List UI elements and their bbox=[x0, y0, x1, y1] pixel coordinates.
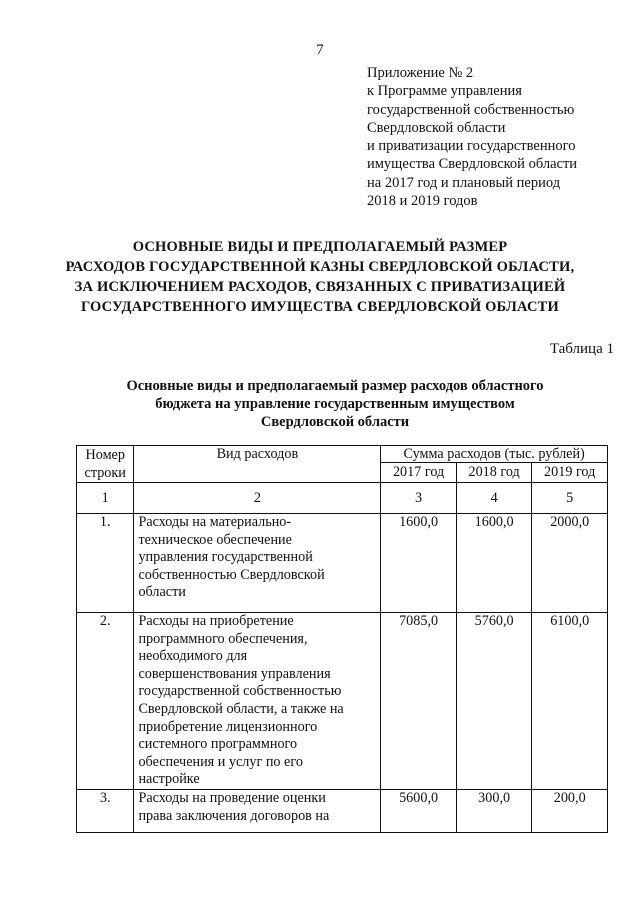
value-2019: 6100,0 bbox=[532, 613, 608, 790]
document-title bbox=[0, 237, 640, 317]
column-index: 4 bbox=[456, 483, 532, 514]
column-index: 2 bbox=[134, 483, 381, 514]
appendix-line: Приложение № 2 bbox=[367, 65, 474, 81]
header-year-2017: 2017 год bbox=[381, 463, 457, 483]
column-index-row bbox=[77, 483, 608, 514]
table-label: Таблица 1 bbox=[549, 341, 614, 357]
header-sum: Сумма расходов (тыс. рублей) bbox=[381, 446, 608, 463]
appendix-line: государственной собственностью bbox=[367, 101, 575, 118]
title-line: РАСХОДОВ ГОСУДАРСТВЕННОЙ КАЗНЫ СВЕРДЛОВСКОЙ ОБЛАСТИ, bbox=[65, 259, 575, 275]
column-index: 3 bbox=[381, 483, 457, 514]
header-expense-type: Вид расходов bbox=[134, 446, 381, 483]
header-year-2019: 2019 год bbox=[532, 463, 608, 483]
value-2018: 1600,0 bbox=[456, 514, 532, 613]
row-number: 2. bbox=[77, 613, 134, 790]
caption-line: Свердловской области bbox=[260, 414, 410, 430]
table-header-row bbox=[77, 446, 608, 463]
header-year-2018: 2018 год bbox=[456, 463, 532, 483]
value-2019: 2000,0 bbox=[532, 514, 608, 613]
table-row bbox=[77, 613, 608, 790]
appendix-line: на 2017 год и плановый период bbox=[367, 174, 561, 191]
expenses-table bbox=[76, 445, 608, 833]
caption-line: бюджета на управление государственным имуществом bbox=[155, 396, 515, 412]
appendix-note bbox=[367, 64, 627, 210]
value-2018: 300,0 bbox=[456, 789, 532, 832]
value-2018: 5760,0 bbox=[456, 613, 532, 790]
header-row-number: Номер строки bbox=[77, 446, 134, 483]
title-line: ГОСУДАРСТВЕННОГО ИМУЩЕСТВА СВЕРДЛОВСКОЙ ОБЛАСТИ bbox=[80, 299, 560, 315]
appendix-line: к Программе управления bbox=[367, 83, 522, 100]
page-number: 7 bbox=[316, 42, 324, 58]
expense-type: Расходы на приобретение программного обеспечения, необходимого для совершенствования управления государственной собственностью Свердловской области, а также на приобретение лицензионного системного программного обеспечения и услуг по его настройке bbox=[134, 613, 381, 790]
caption-line: Основные виды и предполагаемый размер расходов областного bbox=[126, 378, 544, 394]
title-line: ЗА ИСКЛЮЧЕНИЕМ РАСХОДОВ, СВЯЗАННЫХ С ПРИВАТИЗАЦИЕЙ bbox=[74, 279, 566, 295]
expense-type: Расходы на проведение оценки права заключения договоров на bbox=[134, 789, 381, 832]
value-2017: 5600,0 bbox=[381, 789, 457, 832]
value-2017: 7085,0 bbox=[381, 613, 457, 790]
appendix-line: и приватизации государственного bbox=[367, 138, 576, 155]
row-number: 3. bbox=[77, 789, 134, 832]
expense-type: Расходы на материально- техническое обеспечение управления государственной собственностью Свердловской области bbox=[134, 514, 381, 613]
table-row bbox=[77, 514, 608, 613]
column-index: 1 bbox=[77, 483, 134, 514]
table-row bbox=[77, 789, 608, 832]
appendix-line: имущества Свердловской области bbox=[367, 156, 578, 173]
row-number: 1. bbox=[77, 514, 134, 613]
value-2019: 200,0 bbox=[532, 789, 608, 832]
appendix-line: 2018 и 2019 годов bbox=[367, 193, 478, 210]
title-line: ОСНОВНЫЕ ВИДЫ И ПРЕДПОЛАГАЕМЫЙ РАЗМЕР bbox=[132, 239, 508, 255]
appendix-line: Свердловской области bbox=[367, 119, 506, 136]
value-2017: 1600,0 bbox=[381, 514, 457, 613]
column-index: 5 bbox=[532, 483, 608, 514]
table-caption bbox=[0, 377, 640, 431]
